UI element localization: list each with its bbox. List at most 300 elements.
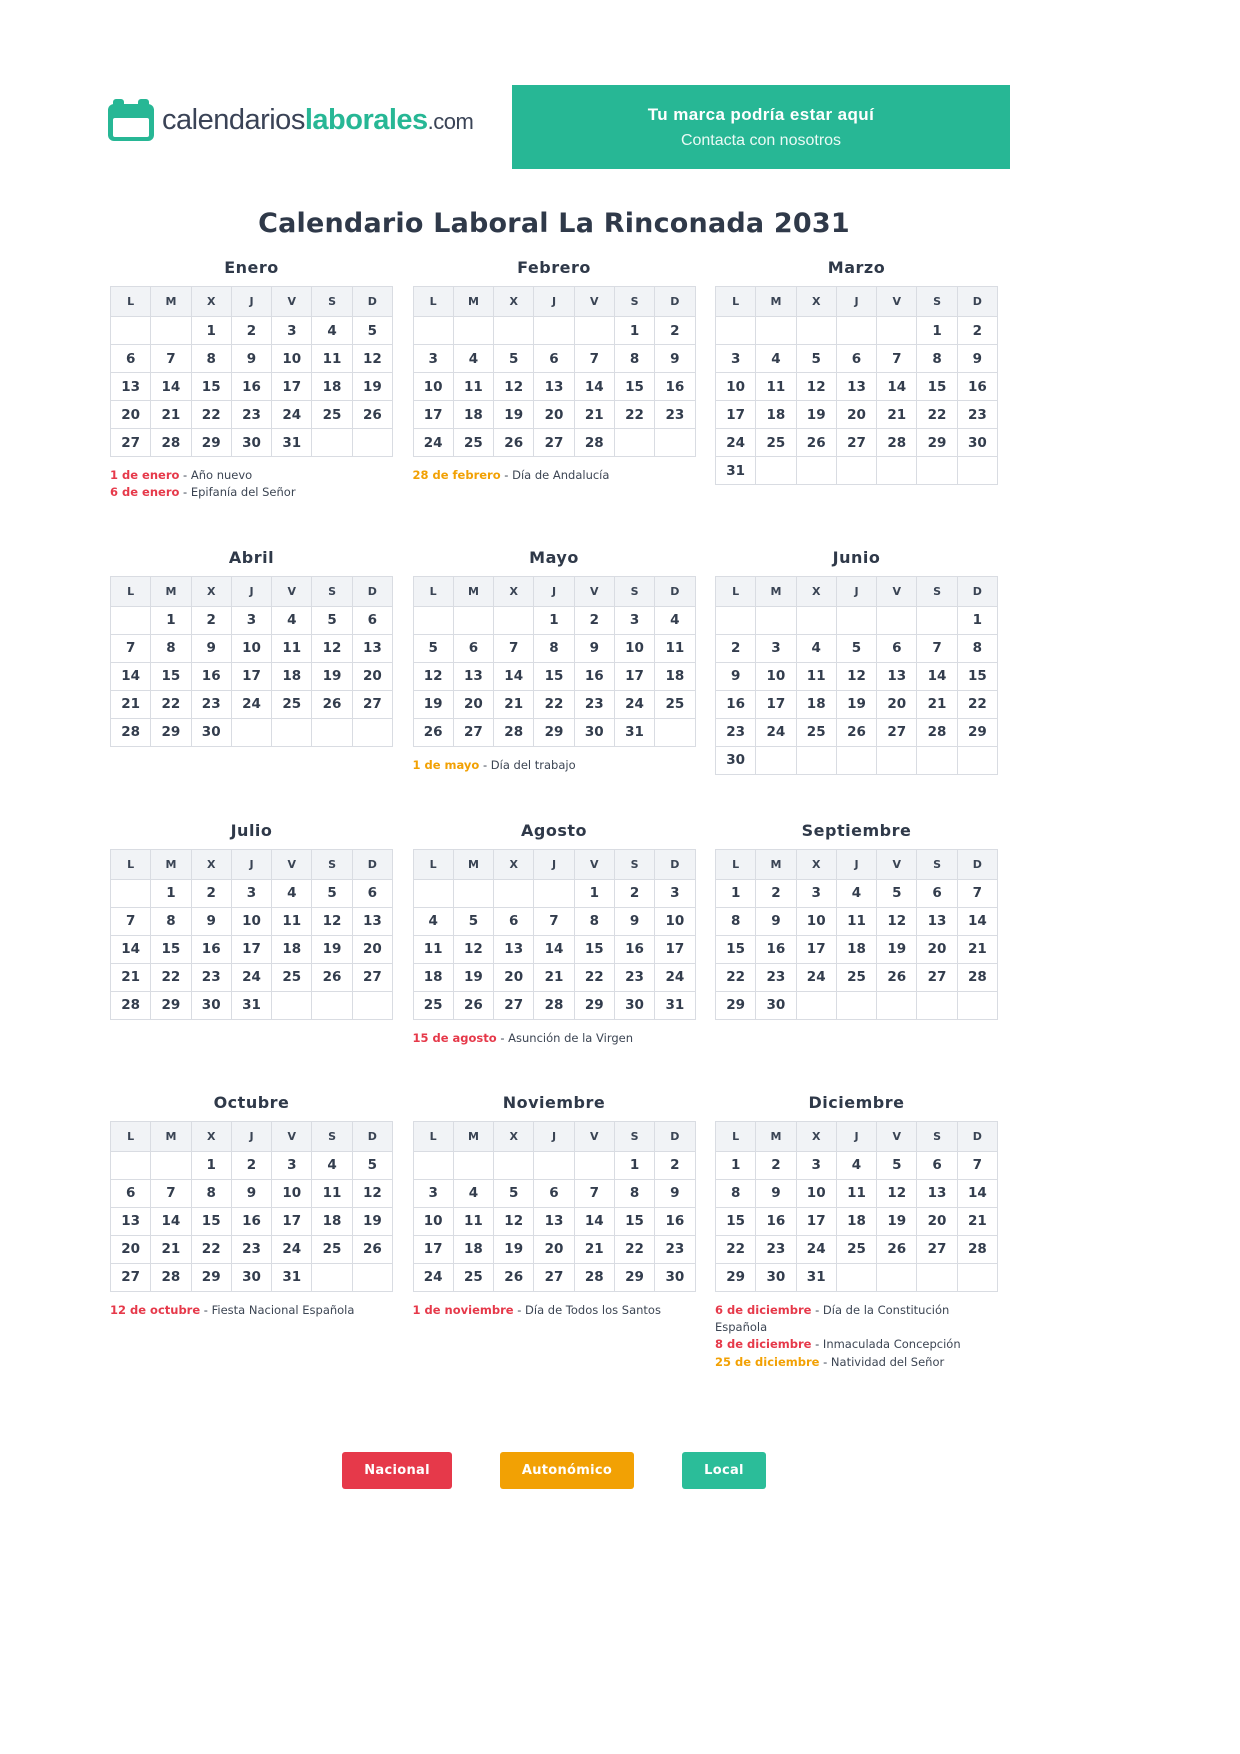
day-cell: 13 — [534, 1207, 574, 1235]
day-cell: 20 — [111, 401, 151, 429]
weekday-header: D — [352, 576, 392, 606]
empty-cell — [836, 606, 876, 634]
month-table-octubre — [110, 1121, 393, 1292]
day-cell: 12 — [312, 907, 352, 935]
day-cell: 31 — [796, 1263, 836, 1291]
week-row — [716, 634, 998, 662]
empty-cell — [917, 1263, 957, 1291]
weekday-header: X — [796, 849, 836, 879]
month-mayo — [413, 548, 696, 774]
day-cell: 13 — [534, 373, 574, 401]
month-footnotes-mayo — [413, 757, 696, 774]
week-row — [716, 879, 998, 907]
day-cell: 8 — [191, 1179, 231, 1207]
weekday-header: J — [836, 576, 876, 606]
empty-cell — [111, 317, 151, 345]
month-abril — [110, 548, 393, 747]
weekday-header: L — [716, 576, 756, 606]
empty-cell — [231, 718, 271, 746]
day-cell: 16 — [756, 935, 796, 963]
day-cell: 24 — [231, 963, 271, 991]
day-cell: 20 — [836, 401, 876, 429]
weekday-header: V — [574, 287, 614, 317]
day-cell: 11 — [413, 935, 453, 963]
site-logo[interactable] — [108, 99, 473, 141]
day-cell: 5 — [877, 879, 917, 907]
weekday-header: X — [796, 576, 836, 606]
day-cell: 18 — [655, 662, 695, 690]
day-cell: 21 — [917, 690, 957, 718]
day-cell: 18 — [312, 1207, 352, 1235]
day-cell: 27 — [453, 718, 493, 746]
day-cell: 22 — [191, 1235, 231, 1263]
day-cell: 9 — [231, 345, 271, 373]
day-cell: 18 — [836, 1207, 876, 1235]
month-table-junio — [715, 576, 998, 775]
empty-cell — [413, 1151, 453, 1179]
day-cell: 21 — [957, 935, 997, 963]
day-cell: 11 — [836, 907, 876, 935]
day-cell: 29 — [574, 991, 614, 1019]
empty-cell — [796, 991, 836, 1019]
day-cell: 14 — [574, 373, 614, 401]
day-cell: 27 — [877, 718, 917, 746]
day-cell: 7 — [574, 345, 614, 373]
month-table-enero — [110, 286, 393, 457]
week-row — [111, 1235, 393, 1263]
empty-cell — [111, 606, 151, 634]
day-cell: 11 — [655, 634, 695, 662]
weekday-header: V — [574, 1121, 614, 1151]
empty-cell — [756, 317, 796, 345]
week-row — [413, 1179, 695, 1207]
day-cell: 21 — [957, 1207, 997, 1235]
weekday-header: X — [494, 1121, 534, 1151]
weekday-header: V — [574, 576, 614, 606]
week-row — [413, 935, 695, 963]
day-cell: 14 — [111, 935, 151, 963]
weekday-header: S — [614, 576, 654, 606]
month-noviembre — [413, 1093, 696, 1319]
day-cell: 7 — [534, 907, 574, 935]
weekday-header: D — [352, 287, 392, 317]
day-cell: 28 — [877, 429, 917, 457]
week-row — [716, 429, 998, 457]
day-cell: 9 — [574, 634, 614, 662]
day-cell: 17 — [614, 662, 654, 690]
day-cell: 30 — [756, 1263, 796, 1291]
day-cell: 6 — [453, 634, 493, 662]
weekday-header: S — [614, 1121, 654, 1151]
day-cell: 18 — [272, 662, 312, 690]
day-cell: 14 — [534, 935, 574, 963]
day-cell: 29 — [151, 991, 191, 1019]
day-cell: 2 — [716, 634, 756, 662]
day-cell: 9 — [191, 634, 231, 662]
day-cell: 30 — [191, 991, 231, 1019]
day-cell: 28 — [574, 1263, 614, 1291]
day-cell: 14 — [957, 1179, 997, 1207]
day-cell: 13 — [453, 662, 493, 690]
week-row — [111, 690, 393, 718]
holiday-legend — [110, 1452, 998, 1489]
empty-cell — [756, 606, 796, 634]
ad-banner[interactable] — [512, 85, 1010, 169]
day-cell: 13 — [877, 662, 917, 690]
weekday-header: X — [494, 287, 534, 317]
day-cell: 5 — [836, 634, 876, 662]
holiday-day-cell: 28 — [574, 429, 614, 457]
day-cell: 4 — [756, 345, 796, 373]
day-cell: 10 — [756, 662, 796, 690]
day-cell: 22 — [614, 1235, 654, 1263]
day-cell: 20 — [917, 1207, 957, 1235]
day-cell: 16 — [191, 662, 231, 690]
day-cell: 16 — [655, 373, 695, 401]
holiday-day-cell: 1 — [534, 606, 574, 634]
day-cell: 18 — [756, 401, 796, 429]
weekday-header: M — [151, 287, 191, 317]
day-cell: 30 — [716, 746, 756, 774]
day-cell: 19 — [494, 401, 534, 429]
page-title: Calendario Laboral La Rinconada 2031 — [258, 208, 850, 240]
day-cell: 10 — [796, 1179, 836, 1207]
day-cell: 9 — [191, 907, 231, 935]
holiday-day-cell: 15 — [574, 935, 614, 963]
day-cell: 5 — [413, 634, 453, 662]
day-cell: 12 — [312, 634, 352, 662]
day-cell: 5 — [494, 1179, 534, 1207]
day-cell: 6 — [917, 879, 957, 907]
weekday-header: S — [312, 1121, 352, 1151]
month-septiembre — [715, 821, 998, 1020]
day-cell: 22 — [614, 401, 654, 429]
empty-cell — [836, 991, 876, 1019]
weekday-header: S — [312, 849, 352, 879]
day-cell: 7 — [877, 345, 917, 373]
day-cell: 3 — [796, 879, 836, 907]
day-cell: 20 — [534, 1235, 574, 1263]
weekday-header: J — [836, 849, 876, 879]
day-cell: 17 — [716, 401, 756, 429]
legend-autonomico-button[interactable]: Autonómico — [500, 1452, 634, 1489]
day-cell: 2 — [614, 879, 654, 907]
day-cell: 5 — [796, 345, 836, 373]
empty-cell — [716, 317, 756, 345]
months-grid — [110, 258, 998, 1371]
week-row — [413, 345, 695, 373]
day-cell: 16 — [957, 373, 997, 401]
footnote-date: 6 de enero — [110, 485, 180, 500]
footnote-date: 25 de diciembre — [715, 1354, 820, 1369]
day-cell: 1 — [151, 606, 191, 634]
month-footnotes-diciembre — [715, 1302, 998, 1371]
month-table-marzo — [715, 286, 998, 485]
day-cell: 6 — [111, 1179, 151, 1207]
empty-cell — [957, 991, 997, 1019]
day-cell: 5 — [312, 606, 352, 634]
day-cell: 6 — [494, 907, 534, 935]
day-cell: 13 — [836, 373, 876, 401]
holiday-day-cell: 6 — [111, 345, 151, 373]
week-row — [716, 690, 998, 718]
day-cell: 8 — [614, 345, 654, 373]
day-cell: 26 — [352, 401, 392, 429]
day-cell: 29 — [191, 1263, 231, 1291]
week-row — [716, 718, 998, 746]
weekday-header: X — [191, 849, 231, 879]
ad-banner-contact-link[interactable]: Contacta con nosotros — [680, 131, 842, 149]
month-octubre — [110, 1093, 393, 1319]
footnote-date: 12 de octubre — [110, 1302, 201, 1317]
weekday-header: D — [655, 287, 695, 317]
month-title-febrero: Febrero — [517, 258, 591, 277]
day-cell: 17 — [413, 401, 453, 429]
weekday-header: M — [453, 849, 493, 879]
month-title-marzo: Marzo — [827, 258, 886, 277]
day-cell: 31 — [614, 718, 654, 746]
day-cell: 14 — [151, 1207, 191, 1235]
weekday-header: V — [272, 849, 312, 879]
day-cell: 27 — [534, 1263, 574, 1291]
empty-cell — [796, 746, 836, 774]
day-cell: 3 — [796, 1151, 836, 1179]
day-cell: 20 — [494, 963, 534, 991]
week-row — [413, 1207, 695, 1235]
week-row — [716, 662, 998, 690]
day-cell: 19 — [413, 690, 453, 718]
day-cell: 1 — [716, 879, 756, 907]
holiday-day-cell: 8 — [716, 1179, 756, 1207]
weekday-header: D — [957, 849, 997, 879]
day-cell: 2 — [191, 606, 231, 634]
empty-cell — [836, 457, 876, 485]
week-row — [716, 907, 998, 935]
day-cell: 8 — [614, 1179, 654, 1207]
day-cell: 8 — [957, 634, 997, 662]
day-cell: 18 — [453, 401, 493, 429]
day-cell: 19 — [352, 1207, 392, 1235]
day-cell: 17 — [272, 1207, 312, 1235]
week-row — [413, 634, 695, 662]
weekday-header: M — [453, 576, 493, 606]
day-cell: 18 — [453, 1235, 493, 1263]
holiday-footnote: 28 de febrero - Día de Andalucía — [412, 468, 610, 482]
day-cell: 10 — [272, 345, 312, 373]
month-table-diciembre — [715, 1121, 998, 1292]
weekday-header: V — [877, 287, 917, 317]
day-cell: 8 — [574, 907, 614, 935]
day-cell: 9 — [756, 1179, 796, 1207]
day-cell: 8 — [151, 907, 191, 935]
weekday-header: M — [453, 1121, 493, 1151]
day-cell: 15 — [614, 373, 654, 401]
day-cell: 22 — [151, 963, 191, 991]
weekday-header: J — [534, 287, 574, 317]
weekday-header: D — [352, 849, 392, 879]
empty-cell — [796, 457, 836, 485]
month-table-septiembre — [715, 849, 998, 1020]
day-cell: 27 — [917, 1235, 957, 1263]
weekday-header: L — [413, 849, 453, 879]
weekday-header: S — [312, 287, 352, 317]
day-cell: 15 — [716, 935, 756, 963]
holiday-day-cell: 12 — [352, 1179, 392, 1207]
holiday-footnote: 25 de diciembre - Natividad del Señor — [715, 1354, 945, 1369]
weekday-header: J — [836, 287, 876, 317]
day-cell: 17 — [413, 1235, 453, 1263]
week-row — [413, 991, 695, 1019]
day-cell: 20 — [111, 1235, 151, 1263]
day-cell: 11 — [796, 662, 836, 690]
day-cell: 10 — [796, 907, 836, 935]
empty-cell — [574, 1151, 614, 1179]
day-cell: 2 — [655, 317, 695, 345]
week-row — [413, 690, 695, 718]
weekday-header: L — [413, 576, 453, 606]
day-cell: 9 — [716, 662, 756, 690]
day-cell: 23 — [231, 1235, 271, 1263]
month-title-julio: Julio — [230, 820, 273, 840]
day-cell: 28 — [111, 718, 151, 746]
day-cell: 25 — [453, 429, 493, 457]
day-cell: 27 — [111, 429, 151, 457]
week-row — [413, 606, 695, 634]
day-cell: 24 — [796, 1235, 836, 1263]
empty-cell — [494, 879, 534, 907]
day-cell: 27 — [352, 690, 392, 718]
day-cell: 5 — [453, 907, 493, 935]
holiday-footnote: 1 de noviembre - Día de Todos los Santos — [412, 1302, 661, 1317]
day-cell: 14 — [111, 662, 151, 690]
weekday-header: L — [111, 849, 151, 879]
day-cell: 12 — [352, 345, 392, 373]
empty-cell — [151, 317, 191, 345]
week-row — [111, 935, 393, 963]
empty-cell — [917, 746, 957, 774]
weekday-header: S — [614, 287, 654, 317]
day-cell: 20 — [453, 690, 493, 718]
day-cell: 23 — [191, 690, 231, 718]
week-row — [413, 373, 695, 401]
week-row — [111, 907, 393, 935]
day-cell: 21 — [111, 963, 151, 991]
day-cell: 11 — [756, 373, 796, 401]
day-cell: 27 — [352, 963, 392, 991]
day-cell: 28 — [151, 429, 191, 457]
day-cell: 18 — [312, 373, 352, 401]
day-cell: 22 — [957, 690, 997, 718]
weekday-header: J — [534, 1121, 574, 1151]
day-cell: 13 — [111, 1207, 151, 1235]
day-cell: 2 — [957, 317, 997, 345]
weekday-header: J — [534, 576, 574, 606]
day-cell: 23 — [756, 1235, 796, 1263]
day-cell: 31 — [231, 991, 271, 1019]
day-cell: 28 — [534, 991, 574, 1019]
day-cell: 15 — [614, 1207, 654, 1235]
day-cell: 19 — [352, 373, 392, 401]
week-row — [716, 317, 998, 345]
day-cell: 26 — [312, 963, 352, 991]
day-cell: 25 — [312, 1235, 352, 1263]
weekday-header: M — [151, 576, 191, 606]
day-cell: 3 — [655, 879, 695, 907]
day-cell: 14 — [151, 373, 191, 401]
calendar-icon — [108, 99, 154, 141]
empty-cell — [453, 317, 493, 345]
empty-cell — [917, 991, 957, 1019]
day-cell: 3 — [272, 1151, 312, 1179]
day-cell: 26 — [877, 963, 917, 991]
legend-nacional-button[interactable]: Nacional — [342, 1452, 452, 1489]
day-cell: 17 — [655, 935, 695, 963]
weekday-header: L — [413, 1121, 453, 1151]
weekday-header: V — [272, 287, 312, 317]
day-cell: 3 — [756, 634, 796, 662]
empty-cell — [796, 317, 836, 345]
holiday-footnote: 8 de diciembre - Inmaculada Concepción — [715, 1337, 961, 1352]
day-cell: 23 — [716, 718, 756, 746]
day-cell: 12 — [796, 373, 836, 401]
weekday-header: V — [272, 1121, 312, 1151]
day-cell: 10 — [655, 907, 695, 935]
empty-cell — [917, 457, 957, 485]
day-cell: 7 — [151, 345, 191, 373]
day-cell: 2 — [756, 1151, 796, 1179]
day-cell: 30 — [231, 1263, 271, 1291]
day-cell: 25 — [836, 963, 876, 991]
day-cell: 28 — [151, 1263, 191, 1291]
empty-cell — [272, 991, 312, 1019]
week-row — [413, 1151, 695, 1179]
day-cell: 1 — [614, 317, 654, 345]
empty-cell — [836, 317, 876, 345]
day-cell: 2 — [655, 1151, 695, 1179]
day-cell: 15 — [151, 935, 191, 963]
day-cell: 8 — [716, 907, 756, 935]
empty-cell — [413, 317, 453, 345]
day-cell: 2 — [191, 879, 231, 907]
empty-cell — [312, 1263, 352, 1291]
day-cell: 8 — [534, 634, 574, 662]
day-cell: 22 — [716, 1235, 756, 1263]
day-cell: 19 — [796, 401, 836, 429]
empty-cell — [796, 606, 836, 634]
week-row — [413, 429, 695, 457]
day-cell: 11 — [836, 1179, 876, 1207]
day-cell: 30 — [191, 718, 231, 746]
week-row — [716, 746, 998, 774]
footnote-date: 6 de diciembre — [715, 1302, 812, 1317]
day-cell: 6 — [352, 879, 392, 907]
empty-cell — [957, 457, 997, 485]
day-cell: 25 — [272, 963, 312, 991]
day-cell: 24 — [272, 1235, 312, 1263]
empty-cell — [352, 429, 392, 457]
legend-local-button[interactable]: Local — [682, 1452, 766, 1489]
week-row — [413, 907, 695, 935]
day-cell: 4 — [453, 345, 493, 373]
day-cell: 1 — [151, 879, 191, 907]
day-cell: 7 — [151, 1179, 191, 1207]
day-cell: 31 — [655, 991, 695, 1019]
day-cell: 26 — [877, 1235, 917, 1263]
holiday-footnote: 1 de enero - Año nuevo — [110, 468, 253, 482]
day-cell: 15 — [191, 1207, 231, 1235]
holiday-footnote: 1 de mayo - Día del trabajo — [412, 757, 576, 772]
empty-cell — [111, 1151, 151, 1179]
